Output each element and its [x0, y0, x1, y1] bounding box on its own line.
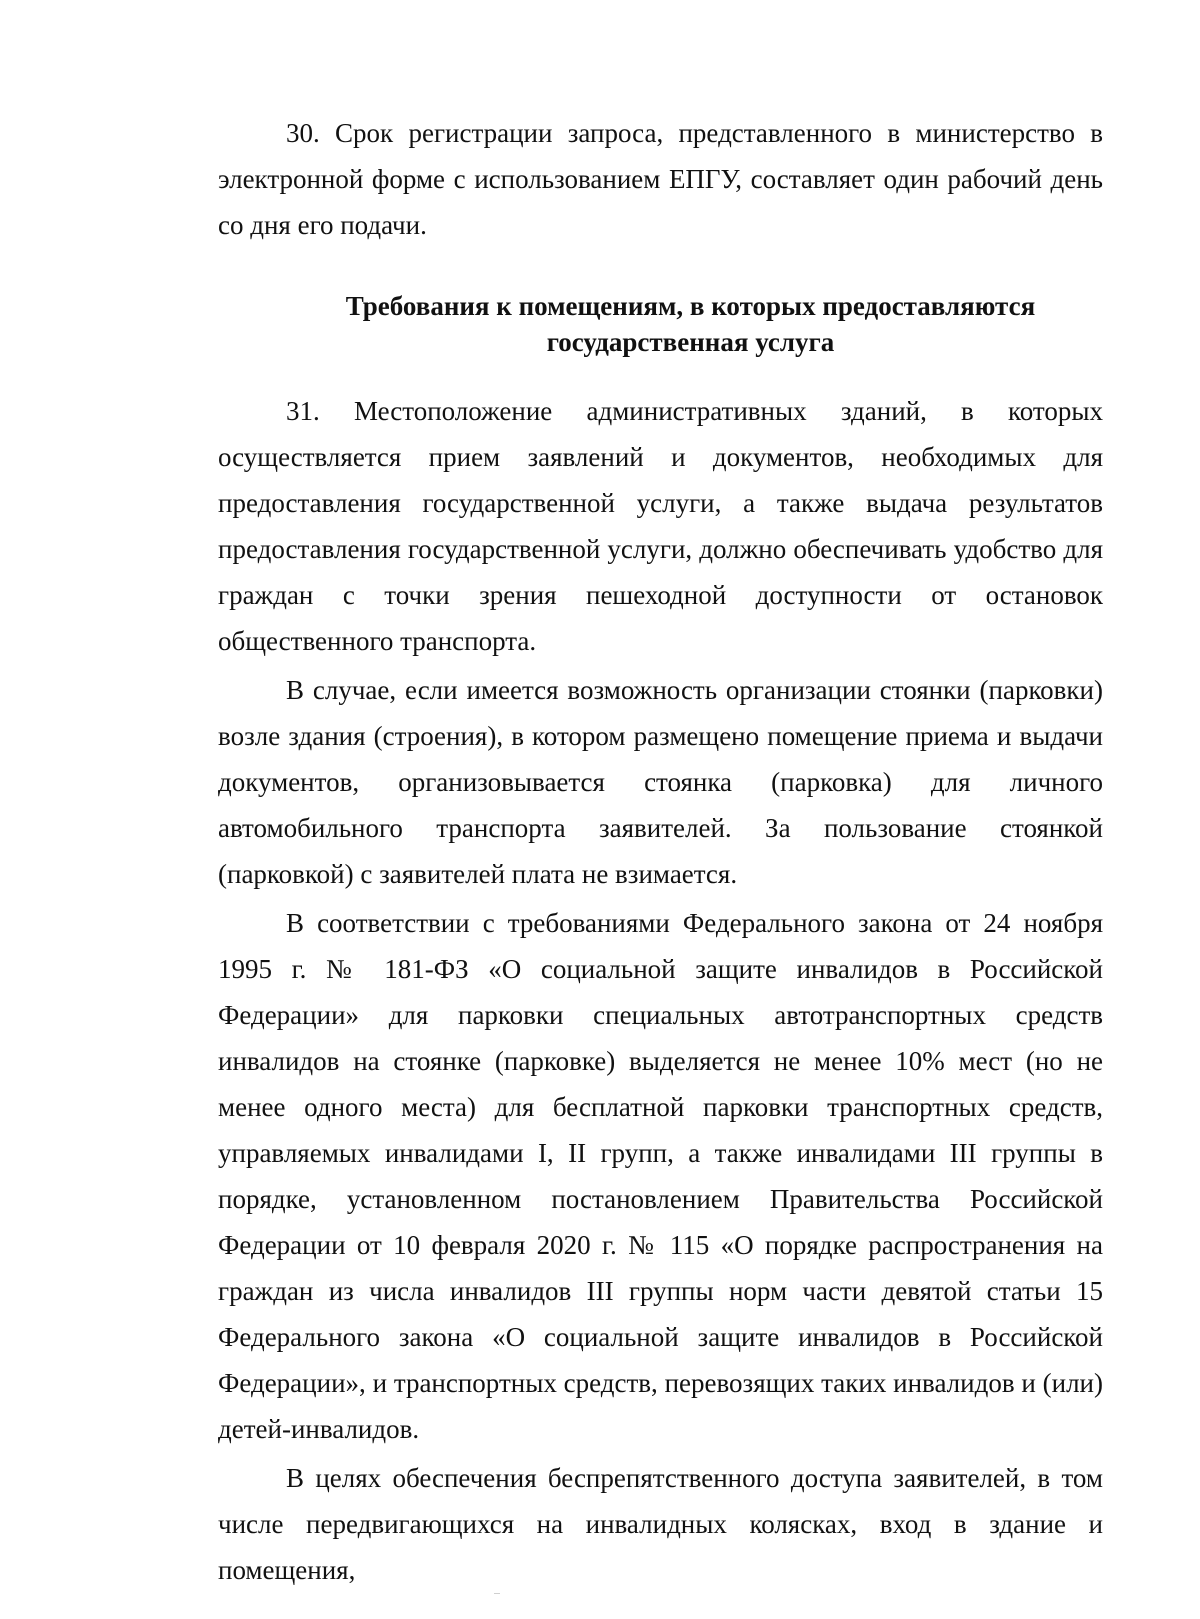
- paragraph-federal-law: В соответствии с требованиями Федерального закона от 24 ноября 1995 г. № 181-ФЗ «О социальной защите инвалидов в Российской Федерации» для парковки специальных автотранспортных средств инвалидов на стоянке (парковке) выделяется не менее 10% мест (но не менее одного места) для бесплатной парковки транспортных средств, управляемых инвалидами I, II групп, а также инвалидами III группы в порядке, установленном постановлением Правительства Российской Федерации от 10 февраля 2020 г. № 115 «О порядке распространения на граждан из числа инвалидов III группы норм части девятой статьи 15 Федерального закона «О социальной защите инвалидов в Российской Федерации», и транспортных средств, перевозящих таких инвалидов и (или) детей-инвалидов.: [218, 908, 1103, 1444]
- section-heading-line-2: государственная услуга: [546, 327, 835, 357]
- paragraph-30: 30. Срок регистрации запроса, представленного в министерство в электронной форме с использованием ЕПГУ, составляет один рабочий день со дня его подачи.: [218, 118, 1103, 240]
- paragraph-31: 31. Местоположение административных зданий, в которых осуществляется прием заявлений и документов, необходимых для предоставления государственной услуги, а также выдача результатов предоставления государственной услуги, должно обеспечивать удобство для граждан с точки зрения пешеходной доступности от остановок общественного транспорта.: [218, 396, 1103, 656]
- section-heading-line-1: Требования к помещениям, в которых предоставляются: [345, 291, 1036, 321]
- section-heading: [218, 288, 1103, 360]
- paragraph-access: В целях обеспечения беспрепятственного доступа заявителей, в том числе передвигающихся на инвалидных колясках, вход в здание и помещения,: [218, 1463, 1103, 1585]
- document-body: [218, 110, 1103, 1593]
- scan-mark: [494, 1593, 500, 1594]
- paragraph-parking: В случае, если имеется возможность организации стоянки (парковки) возле здания (строения), в котором размещено помещение приема и выдачи документов, организовывается стоянка (парковка) для личного автомобильного транспорта заявителей. За пользование стоянкой (парковкой) с заявителей плата не взимается.: [218, 675, 1103, 889]
